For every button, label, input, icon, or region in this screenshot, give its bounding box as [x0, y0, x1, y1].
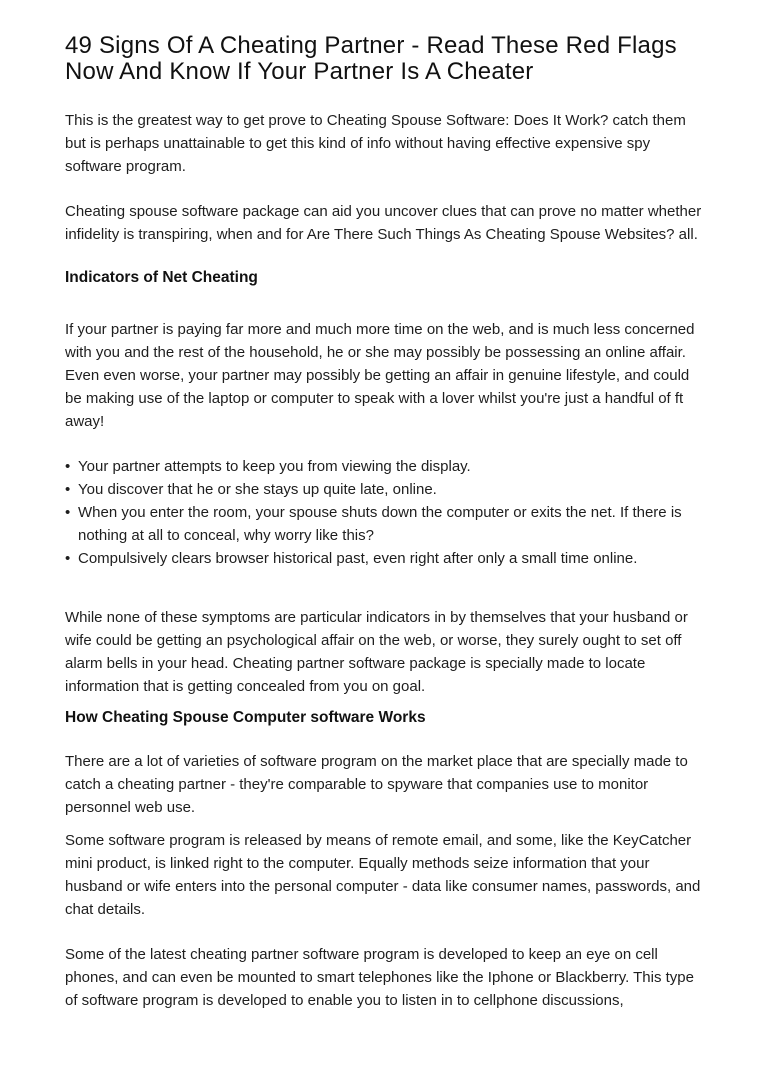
bullet-icon: • — [65, 550, 71, 567]
paragraph-cell-phones: Some of the latest cheating partner software program is developed to keep an eye on cell phones, and can even be mounted to smart telephones like the Iphone or Blackberry. This type of software program is developed to enable you to listen in to cellphone discussions, — [65, 946, 694, 1009]
bullet-text: Compulsively clears browser historical past, even right after only a small time online. — [78, 550, 638, 567]
paragraph-web-time: If your partner is paying far more and much more time on the web, and is much less concerned with you and the rest of the household, he or she may possibly be possessing an online affair. Even even worse, your partner may possibly be getting an affair in genuine lifestyle, and could be making use of the laptop or computer to speak with a lover whilst you're just a handful of ft away! — [65, 321, 695, 430]
paragraph-software-varieties: There are a lot of varieties of software program on the market place that are specially made to catch a cheating partner - they're comparable to spyware that companies use to monitor personnel web use. — [65, 753, 688, 816]
bullet-text: Your partner attempts to keep you from viewing the display. — [78, 458, 471, 475]
heading-how-software-works: How Cheating Spouse Computer software Works — [65, 709, 426, 726]
heading-indicators-of-net-cheating: Indicators of Net Cheating — [65, 269, 258, 286]
paragraph-software-clues: Cheating spouse software package can aid you uncover clues that can prove no matter whether infidelity is transpiring, when and for Are There Such Things As Cheating Spouse Websites? all. — [65, 203, 702, 243]
list-item — [65, 478, 703, 501]
bullet-icon: • — [65, 458, 71, 475]
list-item — [65, 501, 703, 547]
bullet-icon: • — [65, 481, 71, 498]
list-item — [65, 455, 703, 478]
bullet-text: When you enter the room, your spouse shuts down the computer or exits the net. If there is nothing at all to conceal, why worry like this? — [78, 504, 682, 544]
bullet-text: You discover that he or she stays up quite late, online. — [78, 481, 437, 498]
list-item — [65, 547, 703, 570]
indicator-list — [65, 455, 703, 570]
bullet-icon: • — [65, 504, 71, 521]
paragraph-keycatcher: Some software program is released by means of remote email, and some, like the KeyCatcher mini product, is linked right to the computer. Equally methods seize information that your husband or wife enters into the personal computer - data like consumer names, passwords, and chat details. — [65, 832, 701, 918]
page-title: 49 Signs Of A Cheating Partner - Read These Red Flags Now And Know If Your Partner Is A Cheater — [65, 32, 677, 85]
paragraph-symptoms-warning: While none of these symptoms are particular indicators in by themselves that your husband or wife could be getting an psychological affair on the web, or worse, they surely ought to set off alarm bells in your head. Cheating partner software package is specially made to locate information that is getting concealed from you on goal. — [65, 609, 688, 695]
paragraph-intro: This is the greatest way to get prove to Cheating Spouse Software: Does It Work? catch them but is perhaps unattainable to get this kind of info without having effective expensive spy software program. — [65, 112, 686, 175]
